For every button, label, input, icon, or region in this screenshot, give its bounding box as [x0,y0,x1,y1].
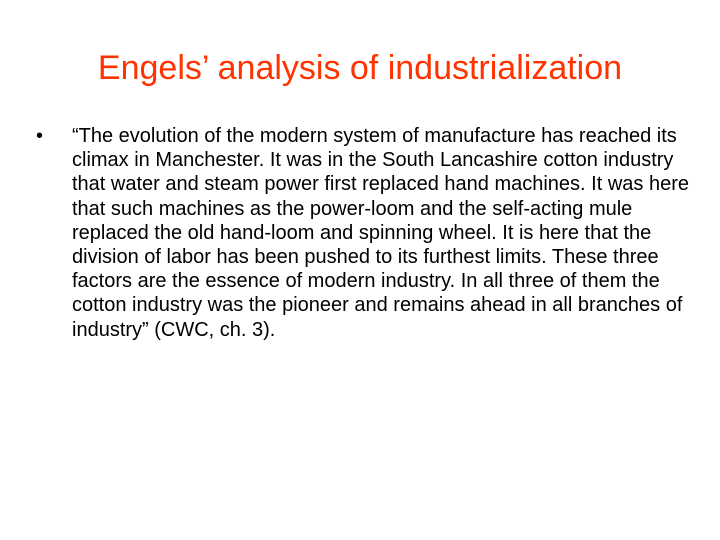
slide-title: Engels’ analysis of industrialization [97,49,623,87]
quote-text: “The evolution of the modern system of manufacture has reached its climax in Manchester. It was in the South Lancashire cotton industry that water and steam power first replaced hand machines. It was here that such machines as the power-loom and the self-acting mule replaced the old hand-loom and spinning wheel. It is here that the division of labor has been pushed to its furthest limits. These three factors are the essence of modern industry. In all three of them the cotton industry was the pioneer and remains ahead in all branches of industry” (CWC, ch. 3). [72,125,689,341]
bullet-list [36,124,696,342]
bullet-item [36,124,696,342]
bullet-icon: • [36,125,44,147]
